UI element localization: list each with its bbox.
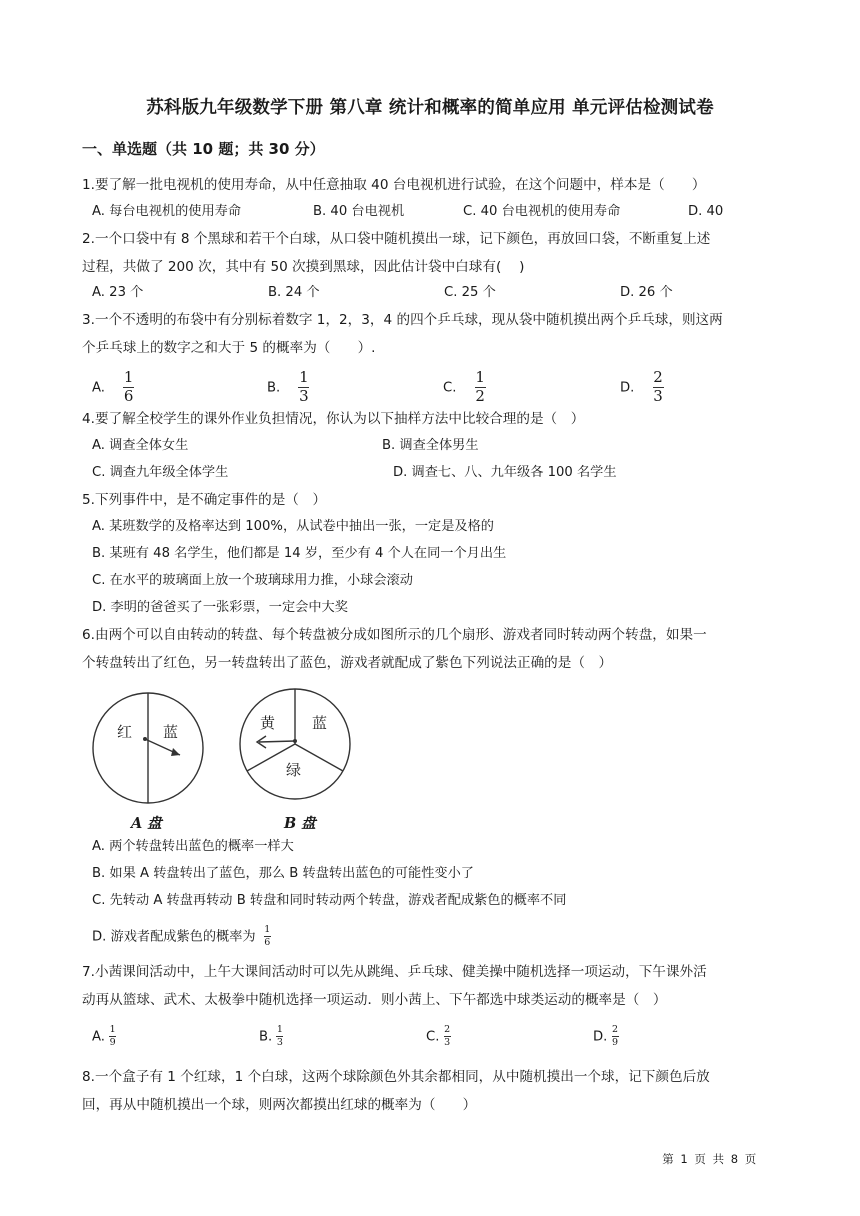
question-5-option-d: D. 李明的爸爸买了一张彩票，一定会中大奖	[92, 600, 348, 615]
question-7-stem-line1: 7.小茜课间活动中，上午大课间活动时可以先从跳绳、乒乓球、健美操中随机选择一项运动，下午课外活	[82, 964, 707, 980]
question-2-option-a: A. 23 个	[92, 285, 144, 300]
question-7-stem-line2: 动再从篮球、武术、太极拳中随机选择一项运动．则小茜上、下午都选中球类运动的概率是（ ）	[82, 992, 667, 1008]
denominator: 2	[475, 386, 485, 405]
denominator: 6	[123, 386, 134, 405]
question-3-option-a	[92, 370, 134, 405]
question-6-option-b: B. 如果 A 转盘转出了蓝色，那么 B 转盘转出蓝色的可能性变小了	[92, 866, 474, 881]
fraction	[475, 370, 486, 405]
numerator: 1	[123, 368, 134, 386]
page-title: 苏科版九年级数学下册 第八章 统计和概率的简单应用 单元评估检测试卷	[146, 98, 714, 118]
fraction	[264, 925, 271, 948]
option-d-label: D.	[620, 380, 635, 396]
section-heading: 一、单选题（共 10 题；共 30 分）	[82, 140, 325, 158]
denominator: 6	[264, 936, 271, 948]
question-4-option-b: B. 调查全体男生	[382, 438, 479, 453]
fraction	[109, 1025, 116, 1048]
question-3-option-b	[267, 370, 309, 405]
question-3-stem-line2: 个乒乓球上的数字之和大于 5 的概率为（ ）.	[82, 340, 376, 356]
spinner-b-pointer	[259, 741, 295, 742]
fraction	[123, 370, 134, 405]
question-1-option-a: A. 每台电视机的使用寿命	[92, 204, 242, 219]
spinner-b-label-top-left: 黄	[260, 714, 276, 732]
denominator: 9	[612, 1036, 619, 1048]
question-1-option-b: B. 40 台电视机	[313, 204, 405, 219]
fraction	[612, 1025, 619, 1048]
numerator: 1	[475, 368, 485, 386]
question-8-stem-line1: 8.一个盒子有 1 个红球，1 个白球，这两个球除颜色外其余都相同，从中随机摸出一个球，记下颜色后放	[82, 1069, 710, 1085]
option-c-label: C.	[443, 380, 457, 396]
fraction	[276, 1025, 283, 1048]
question-3-stem-line1: 3.一个不透明的布袋中有分别标着数字 1，2，3，4 的四个乒乓球，现从袋中随机摸出两个乒乓球，则这两	[82, 312, 723, 328]
fraction	[444, 1025, 451, 1048]
spinner-b-center	[293, 739, 297, 743]
spinner-a-arrow-icon	[171, 748, 180, 756]
question-4-stem: 4.要了解全校学生的课外作业负担情况，你认为以下抽样方法中比较合理的是（ ）	[82, 411, 585, 427]
spinner-a-label-right: 蓝	[163, 723, 179, 741]
question-8-stem-line2: 回，再从中随机摸出一个球，则两次都摸出红球的概率为（ ）	[82, 1097, 477, 1113]
question-6-option-d	[92, 925, 271, 949]
question-7-option-a	[92, 1025, 116, 1049]
option-b-label: B.	[267, 380, 281, 396]
numerator: 1	[276, 1024, 283, 1035]
numerator: 2	[653, 368, 663, 386]
spinner-a-label-left: 红	[117, 723, 133, 741]
denominator: 3	[299, 386, 309, 405]
question-6-option-c: C. 先转动 A 转盘再转动 B 转盘和同时转动两个转盘，游戏者配成紫色的概率不同	[92, 893, 567, 908]
question-1-option-c: C. 40 台电视机的使用寿命	[463, 204, 621, 219]
question-2-option-d: D. 26 个	[620, 285, 673, 300]
question-5-option-b: B. 某班有 48 名学生，他们都是 14 岁，至少有 4 个人在同一个月出生	[92, 546, 507, 561]
numerator: 1	[299, 368, 309, 386]
question-4-option-d: D. 调查七、八、九年级各 100 名学生	[393, 465, 617, 480]
spinner-b-label-top-right: 蓝	[312, 714, 328, 732]
question-6-option-a: A. 两个转盘转出蓝色的概率一样大	[92, 839, 294, 854]
fraction	[653, 370, 664, 405]
question-7-option-c	[426, 1025, 451, 1049]
question-6-stem-line1: 6.由两个可以自由转动的转盘、每个转盘被分成如图所示的几个扇形、游戏者同时转动两个转盘，如果一	[82, 627, 707, 643]
option-d-label: D.	[593, 1029, 608, 1045]
numerator: 1	[109, 1024, 116, 1035]
numerator: 2	[444, 1024, 451, 1035]
spinner-a-center	[143, 737, 147, 741]
spinner-b-caption: B 盘	[284, 815, 316, 832]
spinner-b-label-bottom: 绿	[286, 761, 302, 779]
spinner-b-figure	[237, 686, 353, 802]
option-b-label: B.	[259, 1029, 273, 1045]
question-6-stem-line2: 个转盘转出了红色，另一转盘转出了蓝色，游戏者就配成了紫色下列说法正确的是（ ）	[82, 655, 613, 671]
question-2-stem-line1: 2.一个口袋中有 8 个黑球和若干个白球，从口袋中随机摸出一球，记下颜色，再放回口袋，不断重复上述	[82, 231, 711, 247]
question-2-option-c: C. 25 个	[444, 285, 496, 300]
question-7-option-d	[593, 1025, 619, 1049]
question-3-option-d	[620, 370, 664, 405]
fraction	[298, 370, 309, 405]
question-2-stem-line2: 过程，共做了 200 次，其中有 50 次摸到黑球，因此估计袋中白球有( )	[82, 259, 525, 275]
question-1-stem: 1.要了解一批电视机的使用寿命，从中任意抽取 40 台电视机进行试验，在这个问题中，样本是（ ）	[82, 177, 706, 193]
question-4-option-a: A. 调查全体女生	[92, 438, 189, 453]
question-7-option-b	[259, 1025, 283, 1049]
spinner-b-divider-right	[295, 744, 343, 771]
denominator: 3	[653, 386, 663, 405]
spinner-a-figure	[88, 688, 208, 808]
question-4-option-c: C. 调查九年级全体学生	[92, 465, 229, 480]
denominator: 3	[444, 1036, 451, 1048]
question-5-option-a: A. 某班数学的及格率达到 100%，从试卷中抽出一张，一定是及格的	[92, 519, 494, 534]
spinner-a-caption: A 盘	[131, 815, 162, 832]
question-1-option-d: D. 40	[688, 204, 724, 219]
option-a-label: A.	[92, 1029, 105, 1045]
option-a-label: A.	[92, 380, 105, 396]
denominator: 9	[109, 1036, 116, 1048]
page-footer: 第 1 页 共 8 页	[662, 1152, 758, 1166]
option-d-label: D. 游戏者配成紫色的概率为	[92, 929, 256, 945]
question-3-option-c	[443, 370, 486, 405]
question-5-stem: 5.下列事件中，是不确定事件的是（ ）	[82, 492, 327, 508]
numerator: 2	[612, 1024, 619, 1035]
option-c-label: C.	[426, 1029, 440, 1045]
denominator: 3	[276, 1036, 283, 1048]
numerator: 1	[264, 924, 271, 935]
question-5-option-c: C. 在水平的玻璃面上放一个玻璃球用力推，小球会滚动	[92, 573, 413, 588]
question-2-option-b: B. 24 个	[268, 285, 320, 300]
